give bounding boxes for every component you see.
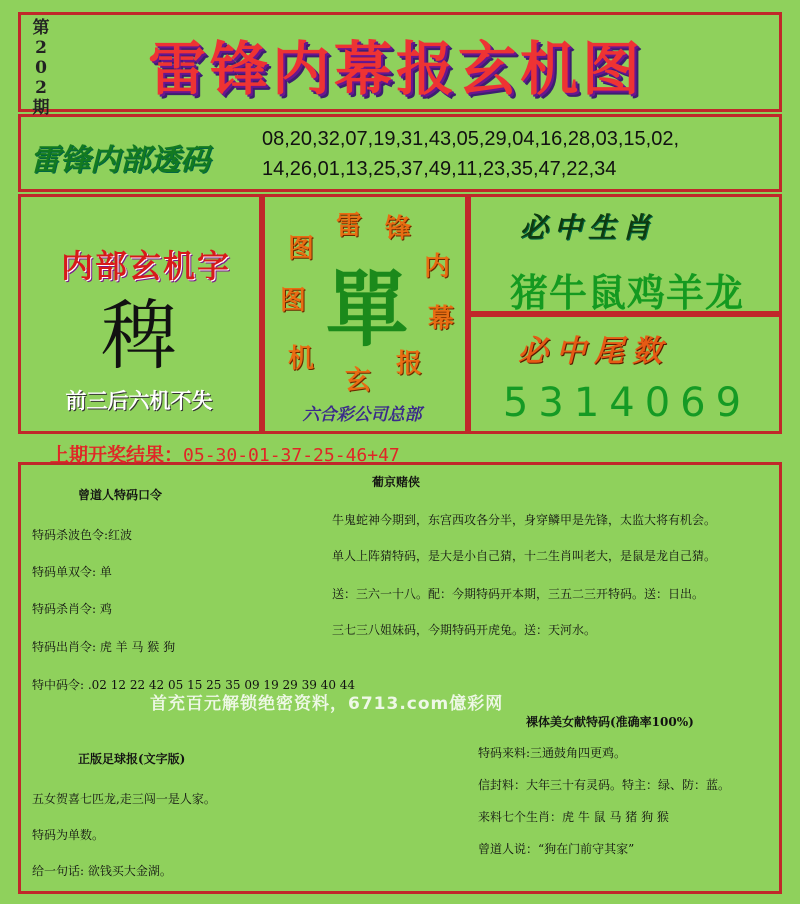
secret-char: 稗 — [101, 291, 177, 380]
code-header: 雷锋内部透码 — [30, 143, 210, 178]
last-result-label: 上期开奖结果： — [50, 444, 184, 466]
beauty-line: 曾道人说：“狗在门前守其家” — [478, 842, 635, 856]
left-col-title: 曾道人特码口令 — [78, 488, 163, 502]
left-col-line: 特码单双令: 单 — [32, 565, 112, 579]
left-col-line: 特码杀波色令:红波 — [32, 528, 133, 542]
left-col-line: 特中码令: .02 12 22 42 05 15 25 35 09 19 29 39 40 44 — [32, 678, 356, 692]
zodiac-header: 必中生肖 — [520, 211, 657, 244]
football-line: 五女贺喜七匹龙,走三闯一是人家。 — [32, 792, 216, 806]
tail-header: 必中尾数 — [518, 334, 670, 369]
football-line: 给一句话: 欲钱买大金湖。 — [32, 864, 172, 878]
ring-char: 锋 — [385, 214, 412, 244]
gambler-line: 送：三六一十八。配：今期特码开本期，三五二三开特码。送：日出。 — [332, 587, 705, 601]
last-result-value: 05-30-01-37-25-46+47 — [183, 445, 400, 466]
ring-char: 机 — [288, 344, 315, 374]
company-label: 六合彩公司总部 — [302, 405, 422, 425]
gambler-line: 牛鬼蛇神今期到，东宫西攻各分半，身穿鳞甲是先锋，太监大将有机会。 — [332, 513, 717, 527]
single-char: 單 — [325, 262, 408, 358]
ring-char: 图 — [280, 286, 307, 316]
left-col-line: 特码出肖令: 虎 羊 马 猴 狗 — [32, 640, 176, 654]
secret-word-label: 内部玄机字 — [60, 247, 231, 285]
page-title: 雷锋内幕报玄机图 — [147, 35, 644, 103]
watermark-text: 首充百元解锁绝密资料，6713.com億彩网 — [150, 694, 504, 714]
ring-char: 内 — [424, 252, 451, 282]
beauty-line: 信封料：大年三十有灵码。特主：绿、防：蓝。 — [478, 778, 731, 792]
beauty-line: 来料七个生肖：虎 牛 鼠 马 猪 狗 猴 — [478, 810, 669, 824]
ring-char: 幕 — [428, 304, 455, 334]
zodiac-value: 猪牛鼠鸡羊龙 — [509, 270, 744, 315]
numbers-line-2: 14,26,01,13,25,37,49,11,23,35,47,22,34 — [262, 158, 617, 180]
ring-char: 报 — [396, 349, 423, 379]
football-line: 特码为单数。 — [32, 828, 105, 842]
issue-number: 第 2 0 2 期 — [32, 18, 50, 118]
ring-char: 玄 — [345, 366, 372, 396]
secret-hint: 前三后六机不失 — [65, 389, 213, 413]
ring-char: 图 — [288, 234, 315, 264]
football-title: 正版足球报(文字版) — [78, 752, 186, 766]
numbers-line-1: 08,20,32,07,19,31,43,05,29,04,16,28,03,15,02, — [262, 128, 680, 150]
beauty-line: 特码来料:三通鼓角四更鸡。 — [478, 746, 627, 760]
left-col-line: 特码杀肖令: 鸡 — [32, 602, 112, 616]
last-result — [50, 440, 400, 467]
tail-value: 5314069 — [502, 380, 752, 426]
gambler-title: 葡京赌侠 — [372, 475, 421, 489]
ring-char: 雷 — [336, 211, 363, 241]
beauty-title: 裸体美女献特码(准确率100%) — [526, 715, 694, 729]
gambler-line: 单人上阵猜特码，是大是小自己猜，十二生肖叫老大，是鼠是龙自己猜。 — [332, 549, 717, 563]
numbers-list — [262, 124, 782, 184]
gambler-line: 三七三八姐妹码，今期特码开虎兔。送：天河水。 — [332, 623, 597, 637]
